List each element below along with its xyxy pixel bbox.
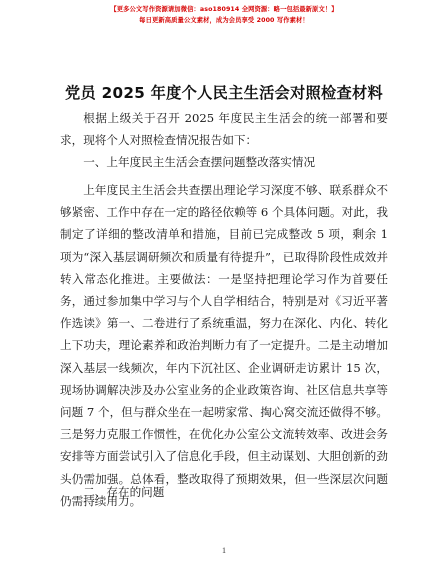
document-title: 党员 2025 年度个人民主生活会对照检查材料 <box>65 84 383 102</box>
promo-banner-line1: 【更多公文写作资源请加微信：aso180914 全网资源：略一包括最新原文！】 <box>110 6 338 13</box>
intro-paragraph: 根据上级关于召开 2025 年度民主生活会的统一部署和要求，现将个人对照检查情况报告如下： <box>60 111 388 148</box>
section1-paragraph: 上年度民主生活会共查摆出理论学习深度不够、联系群众不够紧密、工作中存在一定的路径依赖等 6 个具体问题。对此，我制定了详细的整改清单和措施，目前已完成整改 5 项，剩余 1 项为“深入基层调研频次和质量有待提升”，已取得阶段性成效并转入常态化推进。主要做法：一是坚持把理论学习作为首要任务，通过参加集中学习与个人自学相结合，特别是对《习近平著作选读》第一、二卷进行了系统重温，努力在深化、内化、转化上下功夫，理论素养和政治判断力有了一定提升。二是主动增加深入基层一线频次，年内下沉社区、企业调研走访累计 15 次，现场协调解决涉及办公室业务的企业政策咨询、社区信息共享等问题 7 个，但与群众坐在一起唠家常、掏心窝交流还做得不够。三是努力克服工作惯性，在优化办公室公文流转效率、改进会务安排等方面尝试引入了信息化手段，但主动谋划、大胆创新的劲头仍需加强。总体看，整改取得了预期效果，但一些深层次问题仍需持续用力。 <box>60 183 388 508</box>
section1-heading: 一、上年度民主生活会查摆问题整改落实情况 <box>83 155 316 169</box>
promo-banner-line2: 每日更新高质量公文素材，成为会员享受 2000 写作素材！ <box>139 17 309 24</box>
section2-heading: 二、存在的问题 <box>83 485 165 499</box>
page-number: 1 <box>222 546 226 555</box>
